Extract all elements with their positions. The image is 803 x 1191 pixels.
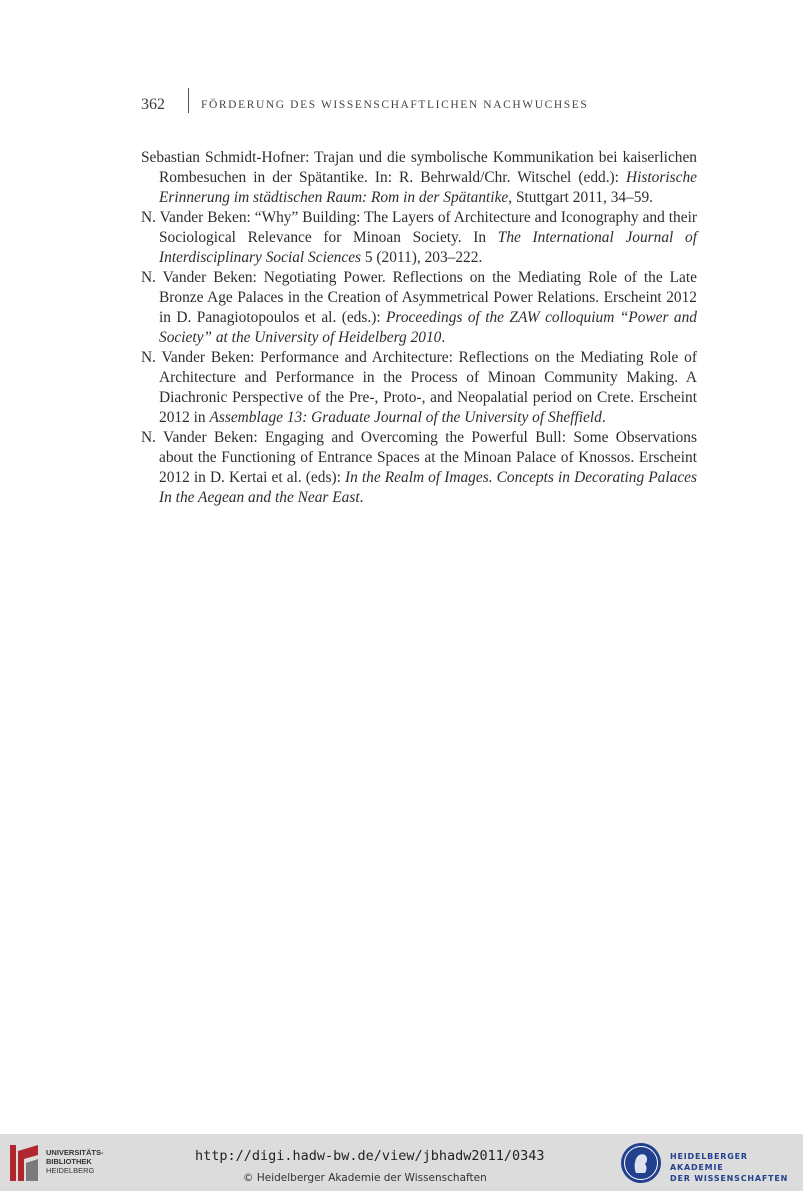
ub-heidelberg-logo-icon[interactable] — [8, 1143, 42, 1183]
page-header — [141, 88, 661, 124]
header-divider — [188, 88, 189, 113]
ub-line: HEIDELBERG — [46, 1166, 95, 1175]
reference-list — [141, 148, 697, 508]
digitization-footer — [0, 1134, 803, 1191]
reference-title: Historische Erinnerung im städtischen Raum: Rom in der Spätantike — [159, 169, 697, 206]
haw-line: DER WISSENSCHAFTEN — [670, 1174, 789, 1183]
ub-line: UNIVERSITÄTS- — [46, 1148, 104, 1157]
reference-text: . — [601, 409, 606, 426]
haw-seal-icon[interactable] — [620, 1142, 662, 1184]
reference-item — [141, 348, 697, 428]
copyright-notice: © Heidelberger Akademie der Wissenschaften — [243, 1172, 487, 1184]
reference-text: , Stuttgart 2011, 34–59. — [508, 189, 654, 206]
reference-item — [141, 268, 697, 348]
reference-text: N. Vander Beken: Performance and Architecture: Reflections on the Mediating Role of Architecture and Performance in the Process of Minoan Community Making. A Diachronic Perspective of the Pre-, Proto-, and Neopalatial period on Crete. Erscheint 2012 in — [141, 349, 697, 426]
haw-wordmark[interactable] — [670, 1151, 803, 1184]
running-title: FÖRDERUNG DES WISSENSCHAFTLICHEN NACHWUCHSES — [201, 99, 589, 111]
reference-title: Proceedings of the ZAW colloquium “Power and Society” at the University of Heidelberg 2010 — [159, 309, 697, 346]
reference-text: . — [359, 489, 364, 506]
reference-text: N. Vander Beken: Engaging and Overcoming the Powerful Bull: Some Observations about the Functioning of Entrance Spaces at the Minoan Palace of Knossos. Erscheint 2012 in D. Kertai et al. (eds): — [141, 429, 697, 486]
reference-title: In the Realm of Images. Concepts in Decorating Palaces In the Aegean and the Near East — [159, 469, 697, 506]
reference-item — [141, 208, 697, 268]
reference-text: . — [441, 329, 446, 346]
reference-text: N. Vander Beken: Negotiating Power. Reflections on the Mediating Role of the Late Bronze Age Palaces in the Creation of Asymmetrical Power Relations. Erscheint 2012 in D. Panagiotopoulos et al. (eds.): — [141, 269, 697, 326]
permalink-url[interactable]: http://digi.hadw-bw.de/view/jbhadw2011/0343 — [195, 1148, 545, 1164]
page-number: 362 — [141, 96, 165, 113]
haw-line: HEIDELBERGER AKADEMIE — [670, 1152, 748, 1172]
ub-line: BIBLIOTHEK — [46, 1157, 92, 1166]
reference-text: 5 (2011), 203–222. — [361, 249, 483, 266]
reference-title: Assemblage 13: Graduate Journal of the University of Sheffield — [209, 409, 602, 426]
reference-item — [141, 428, 697, 508]
reference-text: Sebastian Schmidt-Hofner: Trajan und die symbolische Kommunikation bei kaiserlichen Rombesuchen in der Spätantike. In: R. Behrwald/Chr. Witschel (edd.): — [141, 149, 697, 186]
reference-text: N. Vander Beken: “Why” Building: The Layers of Architecture and Iconography and their Sociological Relevance for Minoan Society. In — [141, 209, 697, 246]
reference-item — [141, 148, 697, 208]
reference-title: The International Journal of Interdisciplinary Social Sciences — [159, 229, 697, 266]
ub-heidelberg-wordmark[interactable] — [46, 1148, 104, 1175]
